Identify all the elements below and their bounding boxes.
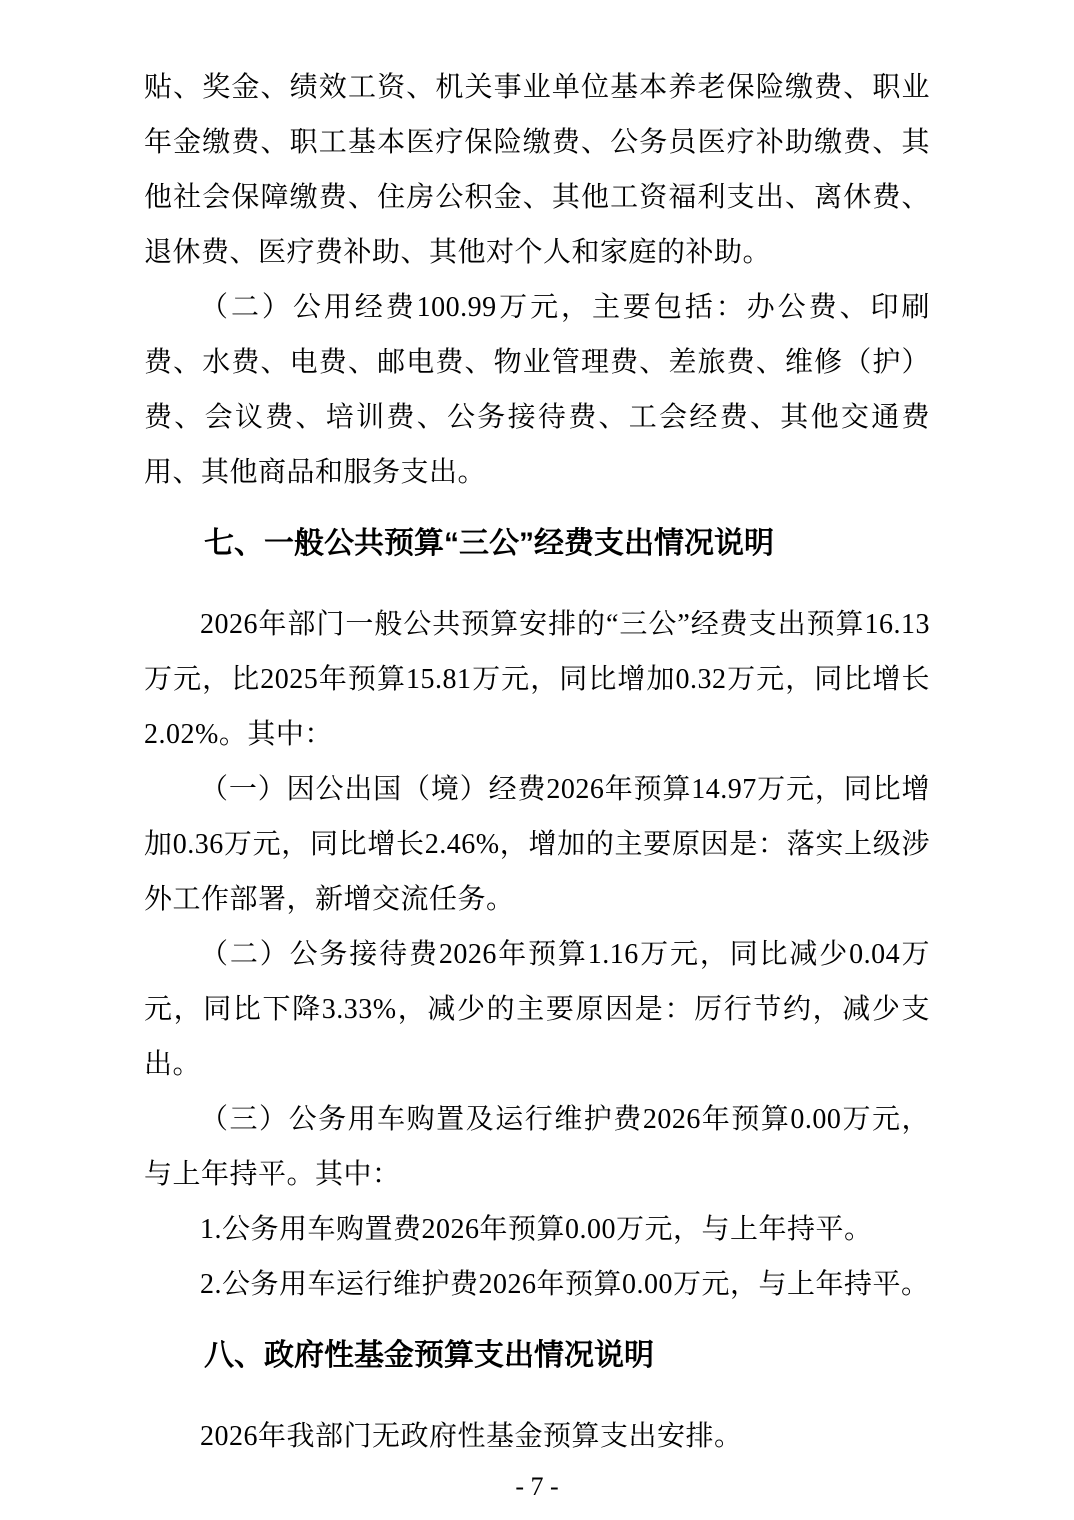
paragraph-reception-expense: （二）公务接待费2026年预算1.16万元，同比减少0.04万元，同比下降3.33%，减少的主要原因是：厉行节约，减少支出。 <box>144 939 930 1080</box>
paragraph-vehicle-total: （三）公务用车购置及运行维护费2026年预算0.00万元，与上年持平。其中： <box>144 1104 930 1190</box>
paragraph-gov-fund: 2026年我部门无政府性基金预算支出安排。 <box>200 1421 743 1452</box>
paragraph-public-expense: （二）公用经费100.99万元，主要包括：办公费、印刷费、水费、电费、邮电费、物业管理费、差旅费、维修（护）费、会议费、培训费、公务接待费、工会经费、其他交通费用、其他商品和服务支出。 <box>144 292 930 488</box>
paragraph-vehicle-maintenance: 2.公务用车运行维护费2026年预算0.00万元，与上年持平。 <box>200 1269 930 1300</box>
heading-section-eight: 八、政府性基金预算支出情况说明 <box>204 1339 654 1372</box>
paragraph-vehicle-purchase: 1.公务用车购置费2026年预算0.00万元，与上年持平。 <box>200 1214 873 1245</box>
paragraph-abroad-expense: （一）因公出国（境）经费2026年预算14.97万元，同比增加0.36万元，同比增长2.46%，增加的主要原因是：落实上级涉外工作部署，新增交流任务。 <box>144 774 930 915</box>
page-number: - 7 - <box>515 1472 559 1501</box>
paragraph-sangong-overview: 2026年部门一般公共预算安排的“三公”经费支出预算16.13万元，比2025年预算15.81万元，同比增加0.32万元，同比增长2.02%。其中： <box>144 609 930 750</box>
paragraph-welfare-continuation: 贴、奖金、绩效工资、机关事业单位基本养老保险缴费、职业年金缴费、职工基本医疗保险缴费、公务员医疗补助缴费、其他社会保障缴费、住房公积金、其他工资福利支出、离休费、退休费、医疗费补助、其他对个人和家庭的补助。 <box>144 72 930 268</box>
heading-section-seven: 七、一般公共预算“三公”经费支出情况说明 <box>204 527 774 560</box>
